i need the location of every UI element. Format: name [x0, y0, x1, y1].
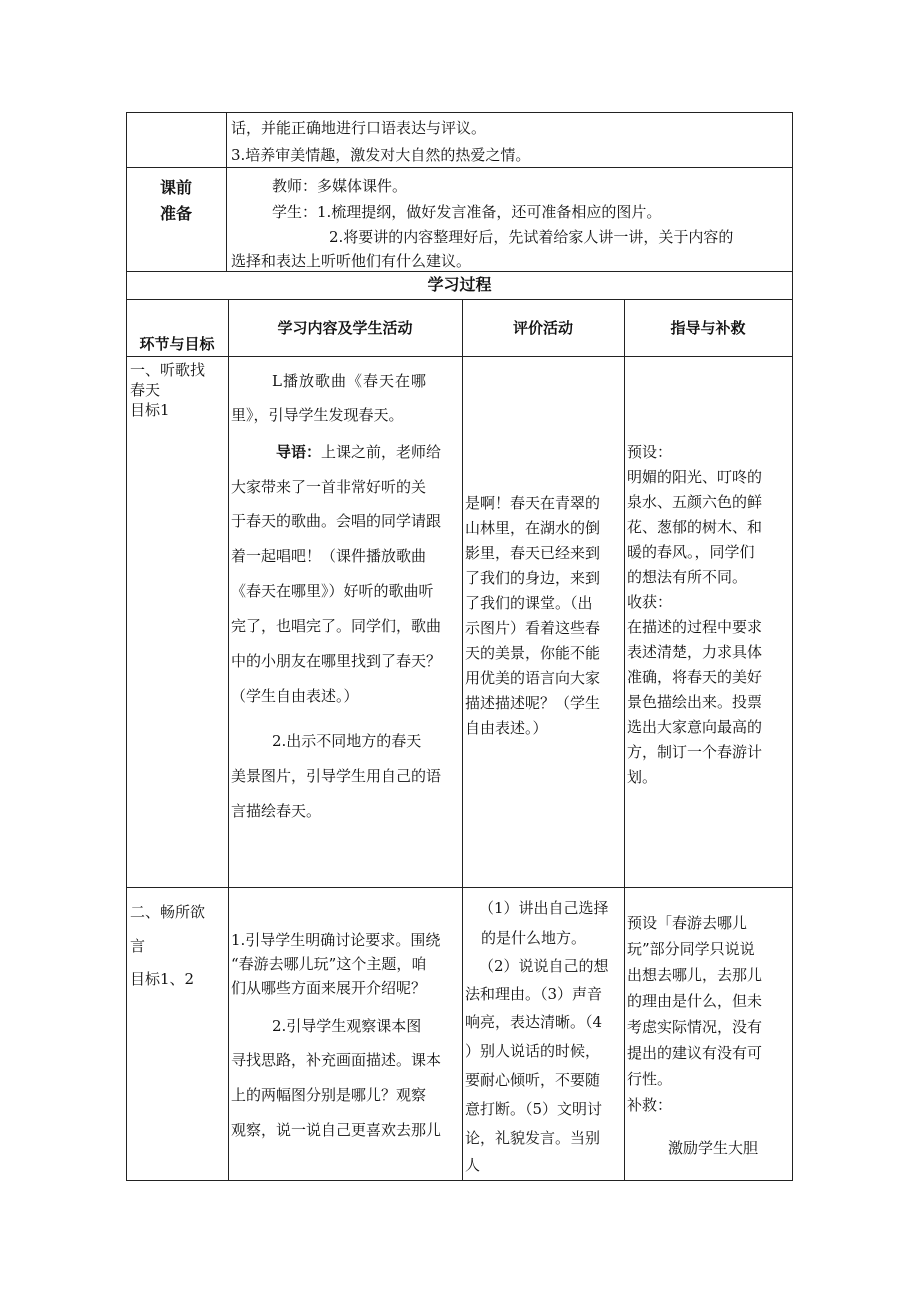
table-rule — [126, 887, 793, 888]
row1-content-line: 里》，引导学生发现春天。 — [231, 406, 404, 424]
objective-line: 3.培养审美情趣，激发对大自然的热爱之情。 — [231, 146, 531, 164]
guidance-line: 预设「春游去哪儿 — [627, 914, 748, 932]
evaluation-line: 示图片）看着这些春 — [465, 619, 601, 637]
evaluation-line: 用优美的语言向大家 — [465, 669, 601, 687]
row1-content-line: 于春天的歌曲。会唱的同学请跟 — [231, 512, 442, 530]
intro-label: 导语： — [276, 443, 322, 461]
guidance-line: 行性。 — [627, 1070, 673, 1088]
row2-content-line: 寻找思路，补充画面描述。课本 — [231, 1051, 442, 1069]
row1-guidance — [627, 440, 762, 790]
prep-student-line: 选择和表达上听听他们有什么建议。 — [231, 252, 472, 270]
row1-content-line: 中的小朋友在哪里找到了春天？ — [231, 652, 442, 670]
row2-evaluation-line: 的是什么地方。 — [481, 929, 587, 947]
guidance-line: 提出的建议有没有可 — [627, 1044, 763, 1062]
row2-evaluation-line: 人 — [465, 1156, 481, 1174]
row2-evaluation-line: 法和理由。（3）声音 — [465, 985, 603, 1003]
row2-stage-line: 言 — [130, 937, 146, 955]
guidance-line: 暖的春风。，同学们 — [627, 543, 755, 561]
evaluation-line: 山林里，在湖水的倒 — [465, 519, 601, 537]
guidance-line: 的想法有所不同。 — [627, 568, 748, 586]
guidance-line: 明媚的阳光、叮咚的 — [627, 468, 763, 486]
guidance-line: 补救： — [627, 1096, 673, 1114]
evaluation-line: 了我们的身边，来到 — [465, 569, 601, 587]
row2-evaluation-line: 论，礼貌发言。当别 — [465, 1129, 601, 1147]
guidance-line: 准确，将春天的美好 — [627, 668, 763, 686]
evaluation-line: 是啊！春天在青翠的 — [465, 494, 601, 512]
row1-content-line: （学生自由表述。） — [231, 687, 359, 705]
guidance-line: 景色描绘出来。投票 — [627, 693, 763, 711]
table-rule — [624, 299, 625, 1180]
guidance-line: 方，制订一个春游计 — [627, 743, 763, 761]
row1-content-line: 大家带来了一首非常好听的关 — [231, 478, 427, 496]
guidance-line: 选出大家意向最高的 — [627, 718, 763, 736]
intro-text: 上课之前，老师给 — [321, 443, 442, 461]
column-header-guidance: 指导与补救 — [670, 319, 746, 337]
table-rule — [126, 299, 793, 300]
row2-content-line: 观察，说一说自己更喜欢去那儿 — [231, 1121, 442, 1139]
guidance-line: 考虑实际情况，没有 — [627, 1018, 763, 1036]
stage-line: 目标1 — [130, 401, 170, 419]
prep-label-line: 准备 — [159, 204, 192, 223]
guidance-line: 划。 — [627, 768, 658, 786]
stage-line: 一、听歌找 — [130, 361, 206, 379]
row2-guidance — [627, 910, 762, 1118]
table-rule — [126, 356, 793, 357]
row1-intro-line — [276, 438, 441, 466]
row1-content-line: 美景图片，引导学生用自己的语 — [231, 767, 442, 785]
evaluation-line: 影里，春天已经来到 — [465, 544, 601, 562]
table-rule — [126, 1180, 793, 1181]
row2-guidance-line: 激励学生大胆 — [668, 1139, 759, 1157]
prep-label — [126, 175, 226, 227]
row2-evaluation-line: 意打断。（5）文明讨 — [465, 1100, 603, 1118]
guidance-line: 在描述的过程中要求 — [627, 618, 763, 636]
row2-evaluation-line: 响亮，表达清晰。（4 — [465, 1013, 603, 1031]
row2-evaluation-line: ）别人说话的时候， — [465, 1042, 601, 1060]
guidance-line: 收获： — [627, 593, 673, 611]
process-title: 学习过程 — [427, 275, 492, 294]
row1-content-line: 2.出示不同地方的春天 — [272, 732, 422, 750]
row1-content-line: 《春天在哪里》）好听的歌曲听 — [231, 582, 434, 600]
row2-evaluation-line: 要耐心倾听，不要随 — [465, 1071, 601, 1089]
guidance-line: 的理由是什么，但未 — [627, 992, 763, 1010]
stage-line: 春天 — [130, 381, 161, 399]
row1-content-line: L播放歌曲《春天在哪 — [272, 372, 427, 390]
prep-teacher-line: 教师：多媒体课件。 — [272, 177, 408, 195]
table-rule — [462, 299, 463, 1180]
guidance-line: 泉水、五颜六色的鲜 — [627, 493, 763, 511]
row1-stage — [130, 360, 205, 420]
guidance-line: 表述清楚，力求具体 — [627, 643, 763, 661]
column-header-stage: 环节与目标 — [139, 335, 215, 353]
guidance-line: 玩”部分同学只说说 — [627, 940, 755, 958]
row2-content-line: 1.引导学生明确讨论要求。围绕 — [231, 931, 441, 949]
prep-student-line: 学生：1.梳理提纲，做好发言准备，还可准备相应的图片。 — [272, 203, 662, 221]
row2-evaluation-line: （1）讲出自己选择 — [479, 899, 609, 917]
row2-content-line: “春游去哪儿玩”这个主题，咱 — [231, 955, 427, 973]
prep-student-line: 2.将要讲的内容整理好后，先试着给家人讲一讲，关于内容的 — [329, 228, 734, 246]
guidance-line: 出想去哪儿，去那儿 — [627, 966, 763, 984]
row2-evaluation-line: （2）说说自己的想 — [479, 957, 609, 975]
evaluation-line: 天的美景，你能不能 — [465, 644, 601, 662]
row2-content-line: 们从哪些方面来展开介绍呢？ — [231, 979, 427, 997]
evaluation-line: 自由表述。） — [465, 719, 548, 737]
row1-content-line: 着一起唱吧！（课件播放歌曲 — [231, 547, 427, 565]
prep-label-line: 课前 — [159, 178, 192, 197]
table-rule — [226, 112, 227, 271]
evaluation-line: 描述描述呢？（学生 — [465, 694, 601, 712]
row2-stage-line: 二、畅所欲 — [130, 903, 206, 921]
column-header-content: 学习内容及学生活动 — [277, 319, 413, 337]
row1-content-line: 完了，也唱完了。同学们，歌曲 — [231, 617, 442, 635]
evaluation-line: 了我们的课堂。（出 — [465, 594, 593, 612]
column-header-evaluation: 评价活动 — [512, 319, 573, 337]
row1-content-line: 言描绘春天。 — [231, 802, 322, 820]
row2-stage-line: 目标1、2 — [130, 970, 195, 988]
table-rule — [228, 299, 229, 1180]
row2-content-line: 2.引导学生观察课本图 — [272, 1017, 422, 1035]
row1-evaluation — [465, 491, 600, 741]
guidance-line: 花、葱郁的树木、和 — [627, 518, 763, 536]
objective-line: 话，并能正确地进行口语表达与评议。 — [231, 119, 487, 137]
guidance-line: 预设： — [627, 443, 673, 461]
row2-content-line: 上的两幅图分别是哪儿？观察 — [231, 1086, 427, 1104]
